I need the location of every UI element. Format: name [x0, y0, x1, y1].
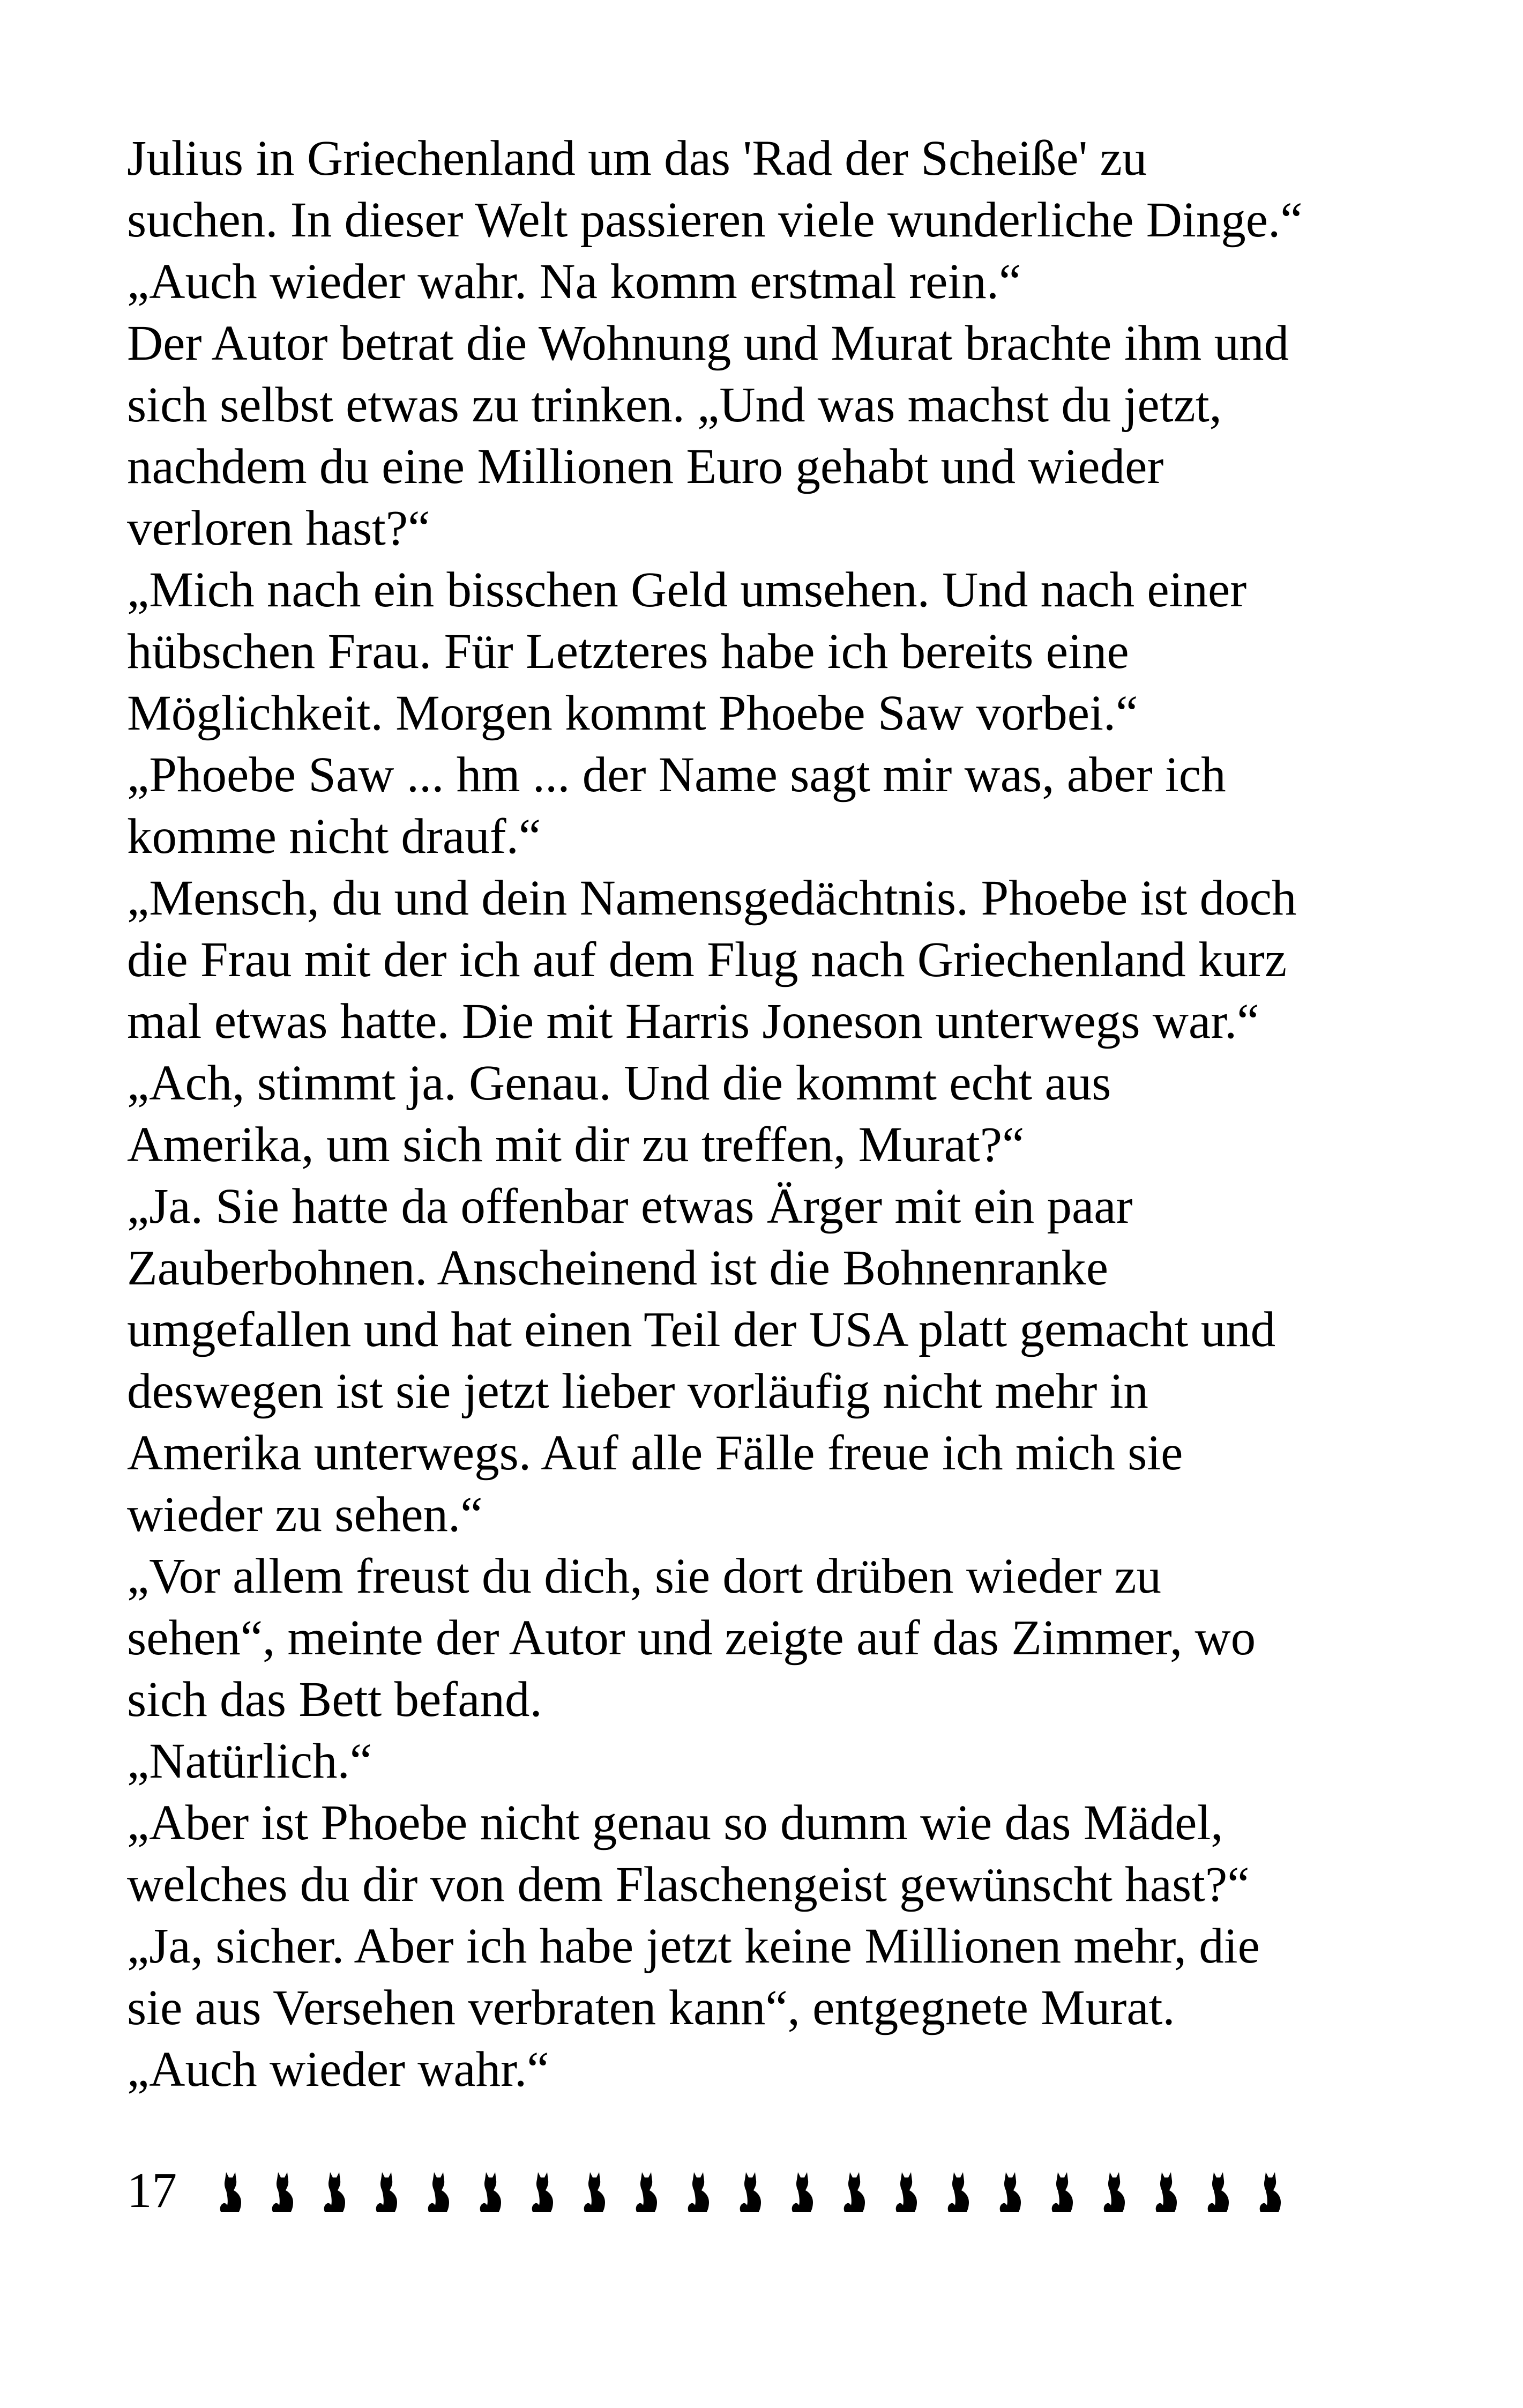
text-line: „Auch wieder wahr. Na komm erstmal rein.“	[127, 254, 1021, 309]
cat-silhouette-icon	[526, 2169, 559, 2213]
text-line: nachdem du eine Millionen Euro gehabt und wieder	[127, 439, 1164, 494]
text-line: „Aber ist Phoebe nicht genau so dumm wie das Mädel,	[127, 1795, 1223, 1850]
cat-silhouette-icon	[422, 2169, 456, 2213]
cat-silhouette-icon	[318, 2169, 352, 2213]
cat-silhouette-icon	[630, 2169, 663, 2213]
text-line: „Mensch, du und dein Namensgedächtnis. Phoebe ist doch	[127, 871, 1297, 926]
cat-silhouette-icon	[578, 2169, 611, 2213]
cat-silhouette-icon	[1150, 2169, 1183, 2213]
cat-silhouette-icon	[994, 2169, 1027, 2213]
cat-silhouette-icon	[734, 2169, 767, 2213]
text-line: Zauberbohnen. Anscheinend ist die Bohnenranke	[127, 1240, 1109, 1296]
text-line: Der Autor betrat die Wohnung und Murat brachte ihm und	[127, 316, 1289, 371]
text-line: umgefallen und hat einen Teil der USA platt gemacht und	[127, 1302, 1276, 1357]
text-line: sich das Bett befand.	[127, 1672, 542, 1727]
cat-silhouette-icon	[214, 2169, 248, 2213]
cat-silhouette-icon	[838, 2169, 871, 2213]
text-line: mal etwas hatte. Die mit Harris Joneson unterwegs war.“	[127, 994, 1259, 1049]
cat-silhouette-icon	[1046, 2169, 1079, 2213]
cat-silhouette-icon	[1098, 2169, 1131, 2213]
text-line: suchen. In dieser Welt passieren viele wunderliche Dinge.“	[127, 192, 1303, 248]
text-line: die Frau mit der ich auf dem Flug nach Griechenland kurz	[127, 932, 1287, 987]
cat-ornament-row	[214, 2169, 1287, 2213]
text-line: verloren hast?“	[127, 501, 430, 556]
cat-silhouette-icon	[786, 2169, 819, 2213]
text-line: Amerika, um sich mit dir zu treffen, Murat?“	[127, 1117, 1025, 1172]
text-line: „Mich nach ein bisschen Geld umsehen. Und nach einer	[127, 562, 1247, 618]
text-line: wieder zu sehen.“	[127, 1487, 483, 1542]
cat-silhouette-icon	[1254, 2169, 1287, 2213]
text-line: „Ja, sicher. Aber ich habe jetzt keine Millionen mehr, die	[127, 1919, 1260, 1974]
text-line: hübschen Frau. Für Letzteres habe ich bereits eine	[127, 624, 1129, 679]
text-line: Julius in Griechenland um das 'Rad der Scheiße' zu	[127, 131, 1147, 186]
text-line: „Ach, stimmt ja. Genau. Und die kommt echt aus	[127, 1056, 1111, 1111]
cat-silhouette-icon	[474, 2169, 507, 2213]
text-line: „Natürlich.“	[127, 1734, 372, 1789]
text-line: „Vor allem freust du dich, sie dort drüben wieder zu	[127, 1549, 1162, 1604]
cat-silhouette-icon	[370, 2169, 404, 2213]
text-line: Möglichkeit. Morgen kommt Phoebe Saw vorbei.“	[127, 686, 1138, 741]
body-text	[127, 128, 1435, 2100]
cat-silhouette-icon	[890, 2169, 923, 2213]
text-line: sie aus Versehen verbraten kann“, entgegnete Murat.	[127, 1980, 1175, 2035]
text-line: welches du dir von dem Flaschengeist gewünscht hast?“	[127, 1857, 1250, 1912]
text-line: „Auch wieder wahr.“	[127, 2042, 549, 2097]
page-number: 17	[127, 2163, 177, 2218]
text-line: komme nicht drauf.“	[127, 809, 541, 864]
cat-silhouette-icon	[1202, 2169, 1235, 2213]
text-line: sehen“, meinte der Autor und zeigte auf das Zimmer, wo	[127, 1610, 1256, 1666]
cat-silhouette-icon	[266, 2169, 300, 2213]
text-line: deswegen ist sie jetzt lieber vorläufig nicht mehr in	[127, 1364, 1148, 1419]
cat-silhouette-icon	[682, 2169, 715, 2213]
text-line: „Ja. Sie hatte da offenbar etwas Ärger mit ein paar	[127, 1179, 1133, 1234]
cat-silhouette-icon	[942, 2169, 975, 2213]
page-footer	[127, 2161, 1287, 2220]
text-line: sich selbst etwas zu trinken. „Und was machst du jetzt,	[127, 377, 1222, 433]
text-line: Amerika unterwegs. Auf alle Fälle freue ich mich sie	[127, 1425, 1183, 1481]
text-line: „Phoebe Saw ... hm ... der Name sagt mir was, aber ich	[127, 747, 1226, 802]
